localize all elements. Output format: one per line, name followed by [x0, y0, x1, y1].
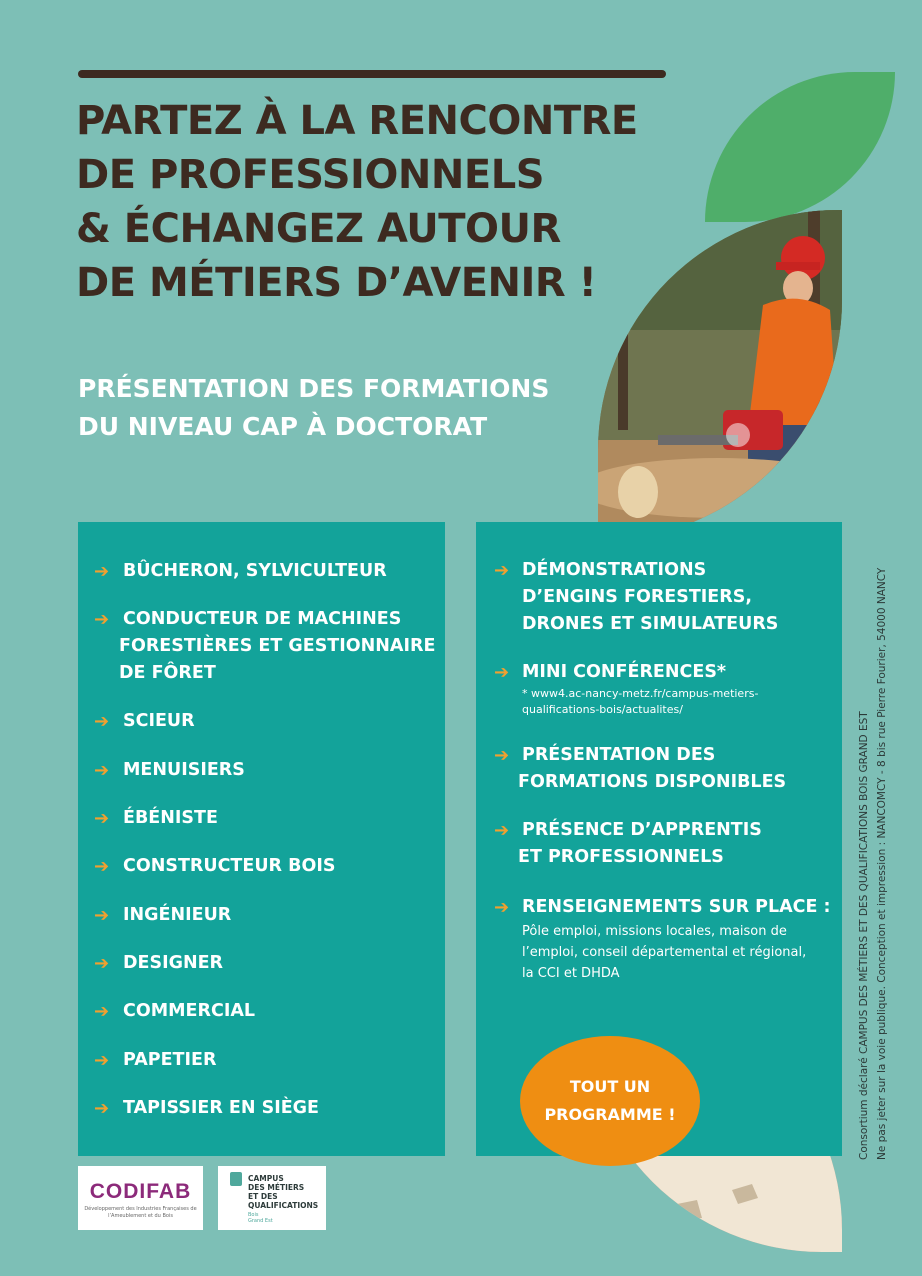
arrow-icon: ➔: [94, 905, 110, 926]
campus-sub-line: Bois: [248, 1212, 259, 1218]
activity-demos-continued: DRONES ET SIMULATEURS: [522, 614, 779, 634]
arrow-icon: ➔: [94, 1001, 110, 1022]
headline: [76, 94, 696, 310]
codifab-logo-name: CODIFAB: [89, 1180, 192, 1203]
job-item-continued: DE FÔRET: [119, 663, 216, 683]
arrow-icon: ➔: [94, 760, 110, 781]
campus-name-line: DES MÉTIERS: [248, 1183, 305, 1192]
job-item: CONSTRUCTEUR BOIS: [123, 856, 336, 876]
job-item: DESIGNER: [123, 953, 224, 973]
job-item: PAPETIER: [123, 1050, 217, 1070]
campus-mark-icon: [230, 1172, 242, 1186]
legal-side-text: [855, 568, 891, 1160]
arrow-icon: ➔: [94, 711, 110, 732]
activity-formations: PRÉSENTATION DES: [522, 745, 716, 765]
arrow-icon: ➔: [494, 745, 510, 766]
legal-line-2: Ne pas jeter sur la voie publique. Conception et impression : NANCOMCY - 8 bis rue Pierre Fourier, 54000 NANCY: [876, 567, 888, 1160]
job-item: SCIEUR: [123, 711, 195, 731]
activity-renseignements: RENSEIGNEMENTS SUR PLACE :: [522, 897, 831, 917]
jobs-panel: [78, 522, 445, 1156]
job-item: CONDUCTEUR DE MACHINES: [123, 609, 402, 629]
arrow-icon: ➔: [94, 953, 110, 974]
job-item: BÛCHERON, SYLVICULTEUR: [123, 561, 387, 581]
activity-conferences: MINI CONFÉRENCES*: [522, 662, 727, 682]
activity-apprentis: PRÉSENCE D’APPRENTIS: [522, 820, 762, 840]
campus-name-line: CAMPUS: [248, 1174, 284, 1183]
arrow-icon: ➔: [94, 856, 110, 877]
arrow-icon: ➔: [94, 561, 110, 582]
headline-line-3: & ÉCHANGEZ AUTOUR: [76, 206, 561, 252]
job-item-continued: FORESTIÈRES ET GESTIONNAIRE: [119, 636, 436, 656]
job-item: MENUISIERS: [123, 760, 245, 780]
campus-name-line: QUALIFICATIONS: [248, 1201, 319, 1210]
campus-logo-name: [248, 1174, 324, 1210]
campus-name-line: ET DES: [248, 1192, 278, 1201]
arrow-icon: ➔: [94, 1098, 110, 1119]
arrow-icon: ➔: [494, 897, 510, 918]
job-item: INGÉNIEUR: [123, 905, 232, 925]
renseignements-detail: la CCI et DHDA: [522, 966, 620, 981]
activity-apprentis-continued: ET PROFESSIONNELS: [518, 847, 724, 867]
cta-line-2: PROGRAMME !: [544, 1105, 676, 1124]
cta-line-1: TOUT UN: [569, 1077, 651, 1096]
renseignements-detail: l’emploi, conseil départemental et régional,: [522, 945, 807, 960]
job-item: COMMERCIAL: [123, 1001, 256, 1021]
codifab-logo-tagline: Développement des Industries Françaises de l’Ameublement et du Bois: [84, 1206, 197, 1219]
conference-note: * www4.ac-nancy-metz.fr/campus-metiers-: [522, 687, 759, 700]
job-item: TAPISSIER EN SIÈGE: [123, 1098, 319, 1118]
subheadline-line-1: PRÉSENTATION DES FORMATIONS: [78, 374, 550, 403]
activity-demos: DÉMONSTRATIONS: [522, 560, 707, 580]
arrow-icon: ➔: [94, 808, 110, 829]
campus-logo: [218, 1166, 326, 1230]
renseignements-detail: Pôle emploi, missions locales, maison de: [522, 924, 787, 939]
programme-badge: [520, 1036, 700, 1166]
headline-line-1: PARTEZ À LA RENCONTRE: [76, 98, 638, 144]
campus-logo-sub: [248, 1212, 324, 1224]
arrow-icon: ➔: [94, 609, 110, 630]
arrow-icon: ➔: [494, 662, 510, 683]
activity-demos-continued: D’ENGINS FORESTIERS,: [522, 587, 752, 607]
conference-note: qualifications-bois/actualites/: [522, 703, 683, 716]
job-item: ÉBÉNISTE: [123, 808, 218, 828]
codifab-logo: [78, 1166, 203, 1230]
arrow-icon: ➔: [94, 1050, 110, 1071]
legal-line-1: Consortium déclaré CAMPUS DES MÉTIERS ET DES QUALIFICATIONS BOIS GRAND EST: [858, 711, 870, 1160]
subheadline-line-2: DU NIVEAU CAP À DOCTORAT: [78, 412, 488, 441]
arrow-icon: ➔: [494, 560, 510, 581]
activity-formations-continued: FORMATIONS DISPONIBLES: [518, 772, 787, 792]
campus-sub-line: Grand Est: [248, 1218, 273, 1224]
green-leaf-shape: [705, 72, 895, 222]
headline-line-4: DE MÉTIERS D’AVENIR !: [76, 260, 597, 306]
subheadline: [78, 370, 618, 446]
arrow-icon: ➔: [494, 820, 510, 841]
top-rule: [78, 70, 666, 78]
headline-line-2: DE PROFESSIONNELS: [76, 152, 545, 198]
